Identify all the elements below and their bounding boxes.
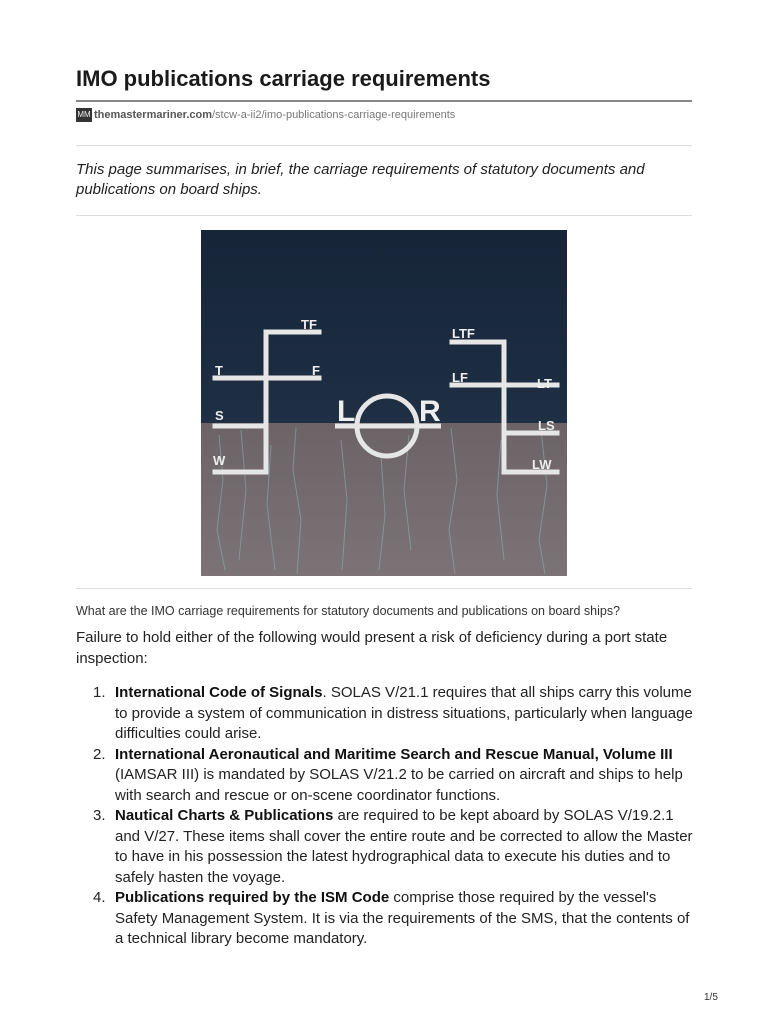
mark-label: T <box>215 363 223 378</box>
list-item <box>93 683 695 745</box>
mark-label: LT <box>537 376 552 391</box>
divider <box>76 215 692 216</box>
list-item-title: International Code of Signals <box>115 684 323 701</box>
page-title: IMO publications carriage requirements <box>76 66 491 91</box>
mark-label: R <box>419 395 441 428</box>
mark-label: W <box>213 453 226 468</box>
requirements-list <box>93 683 695 950</box>
source-url[interactable] <box>76 107 455 123</box>
mark-label: LS <box>538 418 555 433</box>
mark-label: TF <box>301 317 317 332</box>
mark-label: LTF <box>452 326 475 341</box>
list-item-text: are required to be kept aboard by SOLAS V/19.2.1 and V/27. These items shall cover the entire route and be corrected to allow the Master to have in his possession the latest hydrographical data to execute his duties and to safely hasten the voyage. <box>115 807 693 886</box>
source-domain[interactable]: themastermariner.com <box>94 109 212 121</box>
list-item <box>93 745 695 807</box>
list-number: 4. <box>93 889 106 906</box>
list-item-text: comprise those required by the vessel's Safety Management System. It is via the requirements of the SMS, that the contents of a technical library become mandatory. <box>115 889 690 947</box>
list-item-text: . SOLAS V/21.1 requires that all ships carry this volume to provide a system of communication in distress situations, particularly when language difficulties could arise. <box>115 684 693 742</box>
load-line-marks-image <box>201 230 567 576</box>
list-item-text: (IAMSAR III) is mandated by SOLAS V/21.2 to be carried on aircraft and ships to help with search and rescue or on-scene coordinator functions. <box>115 766 683 804</box>
list-number: 1. <box>93 684 106 701</box>
list-item-title: Nautical Charts & Publications <box>115 807 334 824</box>
mark-label: L <box>337 395 356 428</box>
list-item <box>93 888 695 950</box>
divider <box>76 145 692 146</box>
mark-label: F <box>312 363 320 378</box>
list-item-title: Publications required by the ISM Code <box>115 889 390 906</box>
divider <box>76 588 692 589</box>
title-divider <box>76 100 692 102</box>
list-number: 2. <box>93 745 106 763</box>
image-caption: What are the IMO carriage requirements for statutory documents and publications on board ships? <box>76 604 621 618</box>
lead-paragraph: Failure to hold either of the following would present a risk of deficiency during a port state inspection: <box>76 629 668 667</box>
list-item-title: International Aeronautical and Maritime Search and Rescue Manual, Volume III <box>115 745 673 763</box>
intro-text: This page summarises, in brief, the carriage requirements of statutory documents and publications on board ships. <box>76 161 645 198</box>
mark-label: LF <box>452 370 468 385</box>
source-path[interactable]: /stcw-a-ii2/imo-publications-carriage-requirements <box>212 109 456 121</box>
mark-label: S <box>215 408 224 423</box>
list-number: 3. <box>93 807 106 824</box>
list-item <box>93 806 695 888</box>
mark-label: LW <box>532 457 552 472</box>
page-number: 1/5 <box>704 992 718 1003</box>
site-logo-icon: MM <box>76 108 92 122</box>
